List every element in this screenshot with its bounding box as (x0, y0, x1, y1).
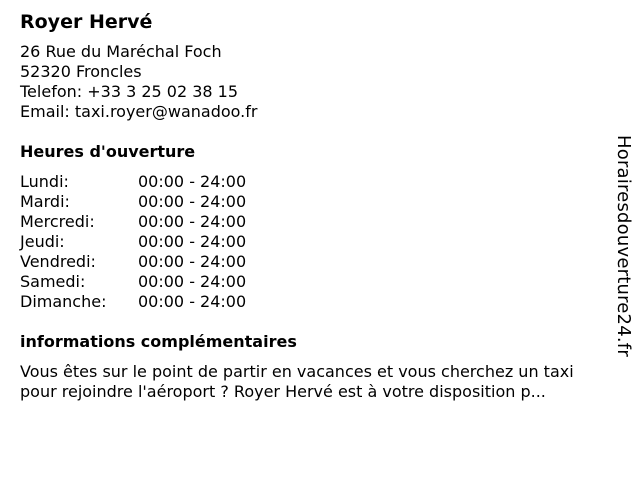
hours-row (20, 192, 246, 212)
hours-day: Vendredi: (20, 252, 96, 271)
hours-day: Samedi: (20, 272, 86, 291)
contact-block (20, 42, 610, 122)
hours-time: 00:00 - 24:00 (138, 272, 247, 291)
hours-day: Jeudi: (20, 232, 65, 251)
hours-day: Dimanche: (20, 292, 107, 311)
hours-row (20, 172, 246, 192)
email-line: Email: taxi.royer@wanadoo.fr (20, 102, 258, 121)
hours-time: 00:00 - 24:00 (138, 192, 247, 211)
hours-time: 00:00 - 24:00 (138, 252, 247, 271)
hours-row (20, 212, 246, 232)
hours-row (20, 292, 246, 312)
hours-table (20, 172, 246, 312)
hours-day: Lundi: (20, 172, 69, 191)
hours-day: Mardi: (20, 192, 70, 211)
hours-row (20, 232, 246, 252)
business-card (20, 10, 610, 402)
info-title: informations complémentaires (20, 332, 297, 351)
hours-day: Mercredi: (20, 212, 95, 231)
site-brand-watermark: Horairesdouverture24.fr (613, 135, 634, 357)
hours-time: 00:00 - 24:00 (138, 232, 247, 251)
hours-time: 00:00 - 24:00 (138, 172, 247, 191)
address-line-street: 26 Rue du Maréchal Foch (20, 42, 222, 61)
hours-time: 00:00 - 24:00 (138, 292, 247, 311)
hours-row (20, 252, 246, 272)
phone-line: Telefon: +33 3 25 02 38 15 (20, 82, 239, 101)
info-description: Vous êtes sur le point de partir en vacances et vous cherchez un taxi pour rejoindre l'aéroport ? Royer Hervé est à votre disposition p... (20, 362, 574, 401)
hours-row (20, 272, 246, 292)
address-line-city: 52320 Froncles (20, 62, 142, 81)
hours-title: Heures d'ouverture (20, 142, 196, 161)
hours-time: 00:00 - 24:00 (138, 212, 247, 231)
business-name: Royer Hervé (20, 11, 153, 33)
